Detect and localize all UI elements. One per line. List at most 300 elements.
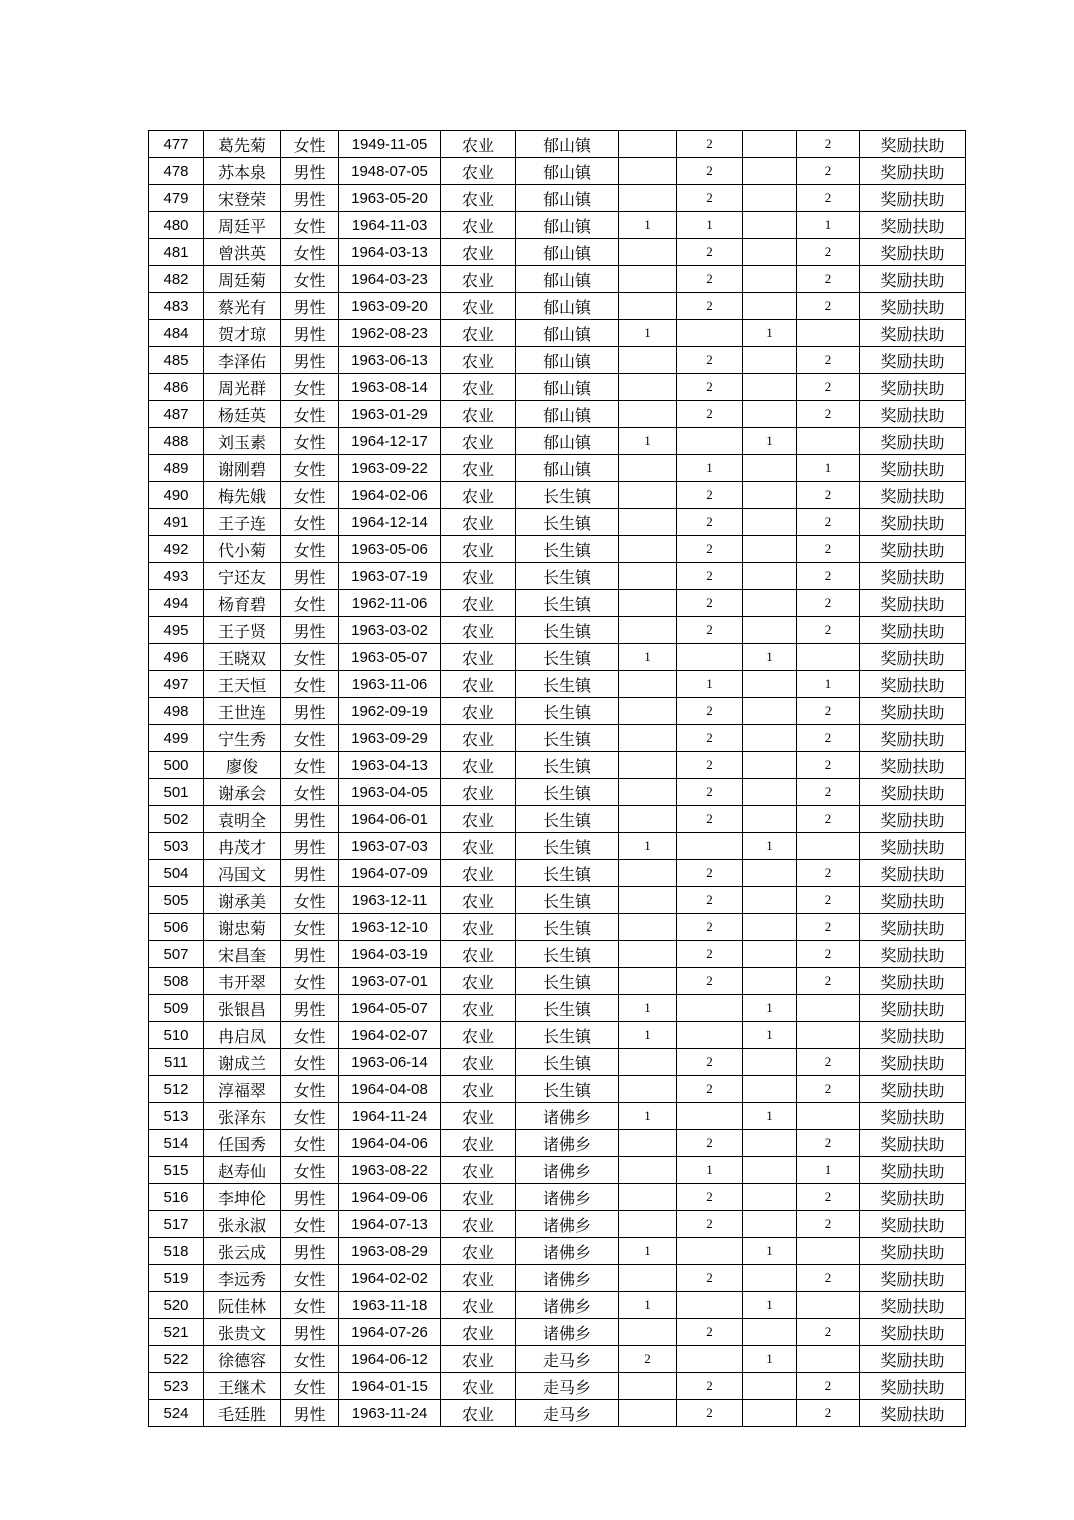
cell-township: 郁山镇 xyxy=(516,374,619,401)
cell-name: 淳福翠 xyxy=(204,1076,281,1103)
cell-township: 长生镇 xyxy=(516,563,619,590)
cell-gender: 女性 xyxy=(281,590,339,617)
cell-gender: 女性 xyxy=(281,1076,339,1103)
cell-count-4 xyxy=(797,1346,860,1373)
cell-number: 518 xyxy=(149,1238,204,1265)
table-row xyxy=(149,1184,966,1211)
cell-number: 512 xyxy=(149,1076,204,1103)
cell-gender: 女性 xyxy=(281,1346,339,1373)
cell-industry: 农业 xyxy=(441,698,516,725)
table-row xyxy=(149,293,966,320)
cell-count-4: 2 xyxy=(797,563,860,590)
cell-township: 诸佛乡 xyxy=(516,1211,619,1238)
cell-count-4: 2 xyxy=(797,1076,860,1103)
cell-number: 514 xyxy=(149,1130,204,1157)
cell-birth-date: 1964-02-02 xyxy=(339,1265,441,1292)
cell-count-3 xyxy=(743,968,797,995)
cell-township: 走马乡 xyxy=(516,1400,619,1427)
cell-birth-date: 1964-04-06 xyxy=(339,1130,441,1157)
cell-count-2: 2 xyxy=(677,914,743,941)
cell-count-2: 2 xyxy=(677,158,743,185)
cell-industry: 农业 xyxy=(441,239,516,266)
cell-count-1: 1 xyxy=(619,1238,677,1265)
cell-program: 奖励扶助 xyxy=(860,536,966,563)
cell-industry: 农业 xyxy=(441,1184,516,1211)
cell-count-2: 2 xyxy=(677,1049,743,1076)
cell-industry: 农业 xyxy=(441,563,516,590)
cell-name: 韦开翠 xyxy=(204,968,281,995)
cell-gender: 女性 xyxy=(281,1130,339,1157)
cell-count-1 xyxy=(619,779,677,806)
cell-program: 奖励扶助 xyxy=(860,347,966,374)
cell-count-4: 2 xyxy=(797,968,860,995)
table-row xyxy=(149,320,966,347)
cell-number: 484 xyxy=(149,320,204,347)
cell-gender: 女性 xyxy=(281,779,339,806)
cell-count-4 xyxy=(797,1238,860,1265)
cell-gender: 女性 xyxy=(281,1049,339,1076)
cell-name: 王晓双 xyxy=(204,644,281,671)
table-row xyxy=(149,1076,966,1103)
cell-name: 王世连 xyxy=(204,698,281,725)
cell-name: 廖俊 xyxy=(204,752,281,779)
cell-township: 长生镇 xyxy=(516,590,619,617)
cell-gender: 男性 xyxy=(281,347,339,374)
cell-industry: 农业 xyxy=(441,1238,516,1265)
cell-name: 李泽佑 xyxy=(204,347,281,374)
cell-count-4: 2 xyxy=(797,725,860,752)
cell-township: 郁山镇 xyxy=(516,455,619,482)
cell-name: 代小菊 xyxy=(204,536,281,563)
cell-program: 奖励扶助 xyxy=(860,455,966,482)
cell-count-1: 1 xyxy=(619,320,677,347)
cell-birth-date: 1964-03-19 xyxy=(339,941,441,968)
cell-program: 奖励扶助 xyxy=(860,1373,966,1400)
cell-count-3 xyxy=(743,293,797,320)
cell-name: 张银昌 xyxy=(204,995,281,1022)
cell-count-1 xyxy=(619,806,677,833)
cell-count-2: 2 xyxy=(677,887,743,914)
cell-count-3 xyxy=(743,1076,797,1103)
cell-birth-date: 1949-11-05 xyxy=(339,131,441,158)
cell-gender: 男性 xyxy=(281,941,339,968)
cell-count-4: 2 xyxy=(797,509,860,536)
cell-count-2 xyxy=(677,428,743,455)
cell-gender: 女性 xyxy=(281,671,339,698)
cell-gender: 男性 xyxy=(281,860,339,887)
table-row xyxy=(149,455,966,482)
cell-count-4: 2 xyxy=(797,860,860,887)
cell-count-2: 2 xyxy=(677,806,743,833)
cell-industry: 农业 xyxy=(441,752,516,779)
cell-gender: 女性 xyxy=(281,509,339,536)
cell-program: 奖励扶助 xyxy=(860,1346,966,1373)
cell-township: 长生镇 xyxy=(516,968,619,995)
cell-number: 507 xyxy=(149,941,204,968)
cell-name: 徐德容 xyxy=(204,1346,281,1373)
table-row xyxy=(149,536,966,563)
cell-number: 501 xyxy=(149,779,204,806)
cell-township: 长生镇 xyxy=(516,698,619,725)
cell-township: 长生镇 xyxy=(516,887,619,914)
cell-count-4 xyxy=(797,1022,860,1049)
cell-gender: 女性 xyxy=(281,752,339,779)
cell-gender: 男性 xyxy=(281,1319,339,1346)
cell-count-1 xyxy=(619,1157,677,1184)
cell-count-4: 2 xyxy=(797,887,860,914)
cell-township: 诸佛乡 xyxy=(516,1103,619,1130)
cell-count-4: 2 xyxy=(797,941,860,968)
cell-count-2 xyxy=(677,1292,743,1319)
cell-program: 奖励扶助 xyxy=(860,1157,966,1184)
cell-count-4: 2 xyxy=(797,1130,860,1157)
cell-count-3 xyxy=(743,401,797,428)
cell-number: 522 xyxy=(149,1346,204,1373)
cell-birth-date: 1964-12-14 xyxy=(339,509,441,536)
cell-count-1 xyxy=(619,1211,677,1238)
cell-birth-date: 1963-05-06 xyxy=(339,536,441,563)
cell-gender: 女性 xyxy=(281,914,339,941)
cell-count-4 xyxy=(797,1103,860,1130)
cell-gender: 女性 xyxy=(281,131,339,158)
cell-number: 508 xyxy=(149,968,204,995)
cell-name: 任国秀 xyxy=(204,1130,281,1157)
cell-township: 郁山镇 xyxy=(516,239,619,266)
table-row xyxy=(149,374,966,401)
cell-gender: 女性 xyxy=(281,968,339,995)
cell-gender: 女性 xyxy=(281,1265,339,1292)
cell-industry: 农业 xyxy=(441,1292,516,1319)
cell-number: 491 xyxy=(149,509,204,536)
cell-township: 长生镇 xyxy=(516,671,619,698)
cell-township: 长生镇 xyxy=(516,482,619,509)
cell-count-2: 1 xyxy=(677,212,743,239)
cell-count-4: 2 xyxy=(797,1319,860,1346)
cell-count-1 xyxy=(619,1400,677,1427)
cell-count-4: 2 xyxy=(797,401,860,428)
cell-count-2 xyxy=(677,1238,743,1265)
cell-count-3 xyxy=(743,752,797,779)
roster-table xyxy=(148,130,966,1427)
cell-count-2: 2 xyxy=(677,347,743,374)
cell-count-2: 2 xyxy=(677,239,743,266)
cell-industry: 农业 xyxy=(441,482,516,509)
cell-program: 奖励扶助 xyxy=(860,563,966,590)
cell-number: 497 xyxy=(149,671,204,698)
cell-program: 奖励扶助 xyxy=(860,509,966,536)
cell-program: 奖励扶助 xyxy=(860,752,966,779)
cell-count-3 xyxy=(743,860,797,887)
table-row xyxy=(149,482,966,509)
cell-count-4: 2 xyxy=(797,806,860,833)
cell-count-3 xyxy=(743,941,797,968)
cell-number: 479 xyxy=(149,185,204,212)
cell-count-3 xyxy=(743,266,797,293)
cell-name: 刘玉素 xyxy=(204,428,281,455)
cell-count-2: 2 xyxy=(677,1211,743,1238)
cell-township: 长生镇 xyxy=(516,752,619,779)
cell-birth-date: 1963-08-29 xyxy=(339,1238,441,1265)
cell-industry: 农业 xyxy=(441,347,516,374)
cell-program: 奖励扶助 xyxy=(860,995,966,1022)
cell-number: 517 xyxy=(149,1211,204,1238)
cell-gender: 女性 xyxy=(281,239,339,266)
cell-program: 奖励扶助 xyxy=(860,401,966,428)
cell-birth-date: 1964-12-17 xyxy=(339,428,441,455)
cell-program: 奖励扶助 xyxy=(860,1292,966,1319)
cell-industry: 农业 xyxy=(441,671,516,698)
cell-count-1 xyxy=(619,482,677,509)
cell-birth-date: 1963-04-13 xyxy=(339,752,441,779)
cell-gender: 男性 xyxy=(281,1184,339,1211)
cell-count-1 xyxy=(619,509,677,536)
cell-gender: 男性 xyxy=(281,320,339,347)
cell-number: 481 xyxy=(149,239,204,266)
cell-number: 490 xyxy=(149,482,204,509)
cell-name: 张云成 xyxy=(204,1238,281,1265)
cell-gender: 女性 xyxy=(281,725,339,752)
cell-name: 张永淑 xyxy=(204,1211,281,1238)
cell-count-2: 2 xyxy=(677,968,743,995)
cell-count-1 xyxy=(619,374,677,401)
cell-birth-date: 1963-05-20 xyxy=(339,185,441,212)
cell-count-3 xyxy=(743,698,797,725)
cell-count-1 xyxy=(619,752,677,779)
cell-gender: 男性 xyxy=(281,1400,339,1427)
table-row xyxy=(149,833,966,860)
table-row xyxy=(149,266,966,293)
cell-number: 520 xyxy=(149,1292,204,1319)
cell-number: 516 xyxy=(149,1184,204,1211)
cell-count-4: 2 xyxy=(797,1373,860,1400)
cell-industry: 农业 xyxy=(441,428,516,455)
table-row xyxy=(149,185,966,212)
cell-gender: 男性 xyxy=(281,617,339,644)
cell-township: 长生镇 xyxy=(516,644,619,671)
cell-birth-date: 1964-02-06 xyxy=(339,482,441,509)
cell-township: 诸佛乡 xyxy=(516,1319,619,1346)
cell-birth-date: 1963-05-07 xyxy=(339,644,441,671)
cell-count-3 xyxy=(743,536,797,563)
cell-gender: 女性 xyxy=(281,887,339,914)
cell-number: 478 xyxy=(149,158,204,185)
cell-birth-date: 1963-08-14 xyxy=(339,374,441,401)
cell-township: 长生镇 xyxy=(516,860,619,887)
cell-count-1 xyxy=(619,1184,677,1211)
cell-industry: 农业 xyxy=(441,644,516,671)
table-row xyxy=(149,1265,966,1292)
cell-count-4: 2 xyxy=(797,1400,860,1427)
cell-count-3 xyxy=(743,158,797,185)
cell-program: 奖励扶助 xyxy=(860,590,966,617)
cell-township: 走马乡 xyxy=(516,1373,619,1400)
cell-count-2 xyxy=(677,1103,743,1130)
table-row xyxy=(149,752,966,779)
table-row xyxy=(149,347,966,374)
cell-industry: 农业 xyxy=(441,293,516,320)
table-row xyxy=(149,1157,966,1184)
cell-count-1: 1 xyxy=(619,995,677,1022)
cell-count-4: 1 xyxy=(797,212,860,239)
cell-gender: 女性 xyxy=(281,374,339,401)
cell-name: 王子连 xyxy=(204,509,281,536)
cell-number: 509 xyxy=(149,995,204,1022)
cell-count-2: 2 xyxy=(677,1373,743,1400)
cell-name: 周廷菊 xyxy=(204,266,281,293)
cell-count-1 xyxy=(619,941,677,968)
cell-township: 长生镇 xyxy=(516,833,619,860)
cell-count-4: 2 xyxy=(797,158,860,185)
cell-count-2: 2 xyxy=(677,1400,743,1427)
cell-count-1 xyxy=(619,563,677,590)
cell-number: 504 xyxy=(149,860,204,887)
cell-number: 487 xyxy=(149,401,204,428)
cell-name: 苏本泉 xyxy=(204,158,281,185)
cell-industry: 农业 xyxy=(441,401,516,428)
cell-gender: 男性 xyxy=(281,158,339,185)
cell-township: 郁山镇 xyxy=(516,185,619,212)
cell-program: 奖励扶助 xyxy=(860,941,966,968)
cell-count-3 xyxy=(743,1319,797,1346)
table-row xyxy=(149,1238,966,1265)
cell-count-3: 1 xyxy=(743,1292,797,1319)
cell-count-3: 1 xyxy=(743,1103,797,1130)
cell-birth-date: 1964-03-23 xyxy=(339,266,441,293)
cell-count-1 xyxy=(619,698,677,725)
cell-program: 奖励扶助 xyxy=(860,725,966,752)
table-row xyxy=(149,1022,966,1049)
cell-count-2: 2 xyxy=(677,266,743,293)
cell-name: 谢刚碧 xyxy=(204,455,281,482)
table-row xyxy=(149,617,966,644)
cell-gender: 女性 xyxy=(281,428,339,455)
cell-number: 488 xyxy=(149,428,204,455)
table-row xyxy=(149,563,966,590)
cell-birth-date: 1963-12-10 xyxy=(339,914,441,941)
cell-count-1 xyxy=(619,185,677,212)
cell-birth-date: 1964-05-07 xyxy=(339,995,441,1022)
cell-count-3 xyxy=(743,1157,797,1184)
table-row xyxy=(149,1130,966,1157)
cell-count-4: 2 xyxy=(797,1184,860,1211)
cell-birth-date: 1962-09-19 xyxy=(339,698,441,725)
cell-name: 赵寿仙 xyxy=(204,1157,281,1184)
cell-township: 长生镇 xyxy=(516,509,619,536)
cell-birth-date: 1964-02-07 xyxy=(339,1022,441,1049)
cell-count-3 xyxy=(743,1130,797,1157)
cell-township: 长生镇 xyxy=(516,806,619,833)
cell-township: 长生镇 xyxy=(516,779,619,806)
cell-program: 奖励扶助 xyxy=(860,1049,966,1076)
cell-count-1 xyxy=(619,131,677,158)
cell-count-4: 2 xyxy=(797,239,860,266)
cell-program: 奖励扶助 xyxy=(860,779,966,806)
cell-gender: 男性 xyxy=(281,806,339,833)
cell-township: 诸佛乡 xyxy=(516,1292,619,1319)
cell-program: 奖励扶助 xyxy=(860,158,966,185)
cell-count-4: 2 xyxy=(797,131,860,158)
cell-count-3 xyxy=(743,482,797,509)
cell-count-1 xyxy=(619,536,677,563)
cell-count-3 xyxy=(743,914,797,941)
cell-birth-date: 1963-04-05 xyxy=(339,779,441,806)
cell-name: 王继术 xyxy=(204,1373,281,1400)
cell-count-4: 2 xyxy=(797,752,860,779)
cell-name: 冯国文 xyxy=(204,860,281,887)
cell-count-2: 2 xyxy=(677,374,743,401)
cell-township: 长生镇 xyxy=(516,725,619,752)
cell-program: 奖励扶助 xyxy=(860,860,966,887)
cell-number: 505 xyxy=(149,887,204,914)
cell-count-2: 2 xyxy=(677,401,743,428)
cell-count-4: 2 xyxy=(797,1211,860,1238)
cell-count-4 xyxy=(797,428,860,455)
cell-count-4 xyxy=(797,644,860,671)
table-row xyxy=(149,1049,966,1076)
cell-name: 宋登荣 xyxy=(204,185,281,212)
cell-count-4: 1 xyxy=(797,671,860,698)
cell-birth-date: 1964-11-03 xyxy=(339,212,441,239)
cell-number: 494 xyxy=(149,590,204,617)
cell-number: 489 xyxy=(149,455,204,482)
table-row xyxy=(149,644,966,671)
cell-count-2: 2 xyxy=(677,590,743,617)
cell-count-4: 2 xyxy=(797,617,860,644)
cell-count-1: 1 xyxy=(619,1022,677,1049)
cell-birth-date: 1963-09-22 xyxy=(339,455,441,482)
cell-township: 郁山镇 xyxy=(516,158,619,185)
cell-name: 李远秀 xyxy=(204,1265,281,1292)
cell-program: 奖励扶助 xyxy=(860,644,966,671)
cell-name: 阮佳林 xyxy=(204,1292,281,1319)
cell-gender: 女性 xyxy=(281,536,339,563)
cell-birth-date: 1964-09-06 xyxy=(339,1184,441,1211)
table-row xyxy=(149,914,966,941)
cell-number: 495 xyxy=(149,617,204,644)
cell-name: 张贵文 xyxy=(204,1319,281,1346)
cell-birth-date: 1963-03-02 xyxy=(339,617,441,644)
cell-count-3 xyxy=(743,617,797,644)
cell-count-3 xyxy=(743,671,797,698)
cell-township: 郁山镇 xyxy=(516,293,619,320)
cell-count-1: 1 xyxy=(619,1103,677,1130)
cell-township: 长生镇 xyxy=(516,617,619,644)
cell-count-1 xyxy=(619,887,677,914)
table-row xyxy=(149,1292,966,1319)
cell-birth-date: 1964-07-26 xyxy=(339,1319,441,1346)
cell-program: 奖励扶助 xyxy=(860,806,966,833)
cell-industry: 农业 xyxy=(441,536,516,563)
cell-count-3 xyxy=(743,779,797,806)
cell-number: 524 xyxy=(149,1400,204,1427)
cell-industry: 农业 xyxy=(441,1211,516,1238)
cell-name: 周光群 xyxy=(204,374,281,401)
cell-program: 奖励扶助 xyxy=(860,482,966,509)
table-row xyxy=(149,401,966,428)
cell-program: 奖励扶助 xyxy=(860,131,966,158)
table-row xyxy=(149,1373,966,1400)
cell-industry: 农业 xyxy=(441,374,516,401)
cell-count-1 xyxy=(619,914,677,941)
cell-industry: 农业 xyxy=(441,887,516,914)
cell-township: 长生镇 xyxy=(516,1049,619,1076)
cell-count-3 xyxy=(743,212,797,239)
cell-program: 奖励扶助 xyxy=(860,1319,966,1346)
cell-gender: 女性 xyxy=(281,482,339,509)
cell-program: 奖励扶助 xyxy=(860,887,966,914)
cell-count-3: 1 xyxy=(743,995,797,1022)
cell-program: 奖励扶助 xyxy=(860,1400,966,1427)
